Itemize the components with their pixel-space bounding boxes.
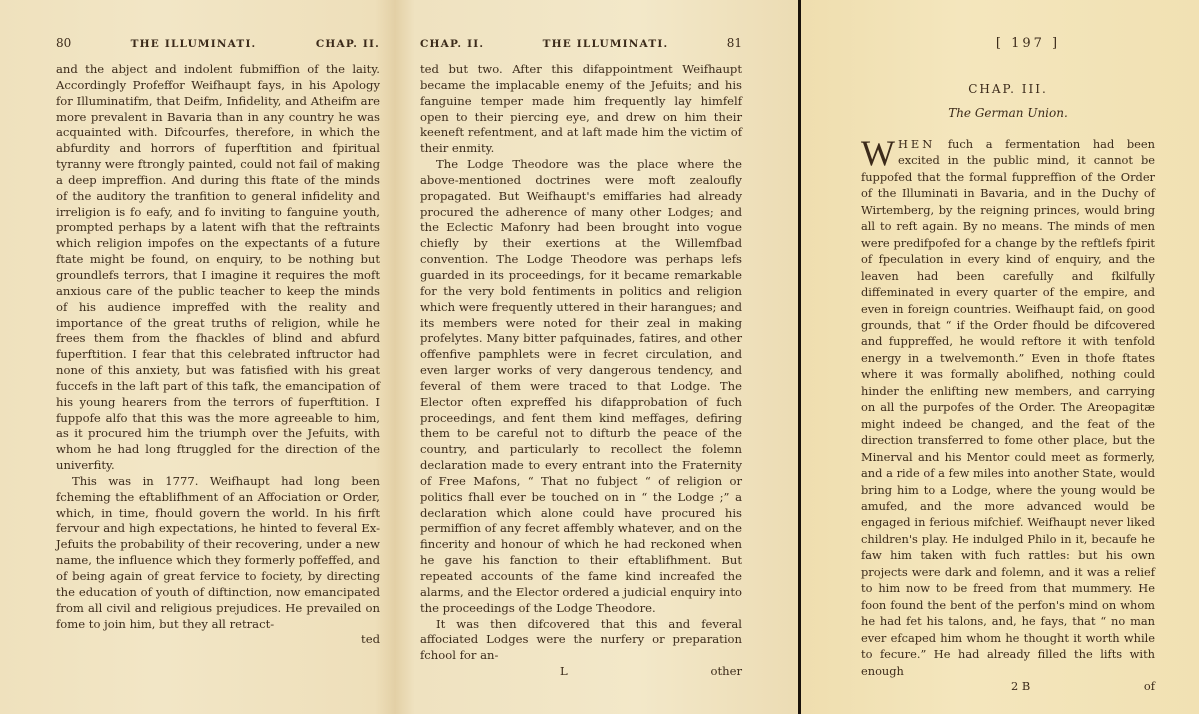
running-title: THE ILLUMINATI. — [542, 38, 669, 50]
chapter-subtitle: The German Union. — [948, 106, 1068, 120]
page-number: 80 — [56, 36, 72, 50]
running-head-right — [420, 36, 742, 52]
paragraph: ted but two. After this difappointment Weifhaupt became the implacable enemy of the Jefuits; and his fanguine temper made him frequently lay himfelf open to their piercing eye, and drew on him their keeneft refentment, and at laft made him the victim of their enmity. — [420, 62, 742, 156]
catchword: other — [710, 664, 742, 679]
chapter-title: CHAP. III. — [968, 82, 1048, 96]
paragraph: This was in 1777. Weifhaupt had long been fcheming the eftablifhment of an Affociation or Order, which, in time, fhould govern the world. In his firft fervour and high expectations, he hinted to feveral Ex-Jefuits the probability of their recovering, under a new name, the influence which they formerly poffeffed, and of being again of great fervice to fociety, by directing the education of youth of diftinction, now emancipated from all civil and religious prejudices. He prevailed on fome to join him, but they all retract- — [56, 473, 380, 631]
opening-caps: HEN — [897, 137, 936, 151]
body-text — [420, 62, 742, 664]
footer-line — [861, 679, 1155, 693]
catchword: of — [1143, 678, 1155, 693]
paragraph — [861, 133, 1156, 679]
running-title: THE ILLUMINATI. — [130, 38, 257, 50]
signature-mark: 2 B — [1011, 678, 1031, 693]
catchword: ted — [361, 632, 380, 647]
chapter-marker: CHAP. II. — [315, 38, 380, 50]
chapter-opening-page — [801, 0, 1199, 714]
page-number: 81 — [726, 36, 742, 50]
footer-line — [420, 664, 742, 680]
drop-cap: W — [861, 133, 895, 173]
running-head-left — [56, 36, 380, 52]
body-text — [861, 133, 1156, 679]
paragraph: and the abject and indolent fubmiffion of the laity. Accordingly Profeffor Weifhaupt fays, in his Apology for Illuminatifm, that Deifm, Infidelity, and Atheifm are more prevalent in Bavaria than in any country he was acquainted with. Difcourfes, therefore, in which the abfurdity and horrors of fuperftition and fpiritual tyranny were ftrongly painted, could not fail of making a deep impreffion. And during this ftate of the minds of the auditory the tranfition to general infidelity and irreligion is fo eafy, and fo inviting to fanguine youth, prompted perhaps by a latent wifh that the reftraints which religion impofes on the expectants of a future ftate might be found, on enquiry, to be nothing but groundlefs terrors, that I imagine it requires the moft anxious care of the public teacher to keep the minds of his audience impreffed with the reality and importance of the great truths of religion, while he frees them from the fhackles of blind and abfurd fuperftition. I fear that this celebrated inftructor had none of this anxiety, but was fatisfied with his great fuccefs in the laft part of this tafk, the emancipation of his young hearers from the terrors of fuperftition. I fuppofe alfo that this was the more agreeable to him, as it procured him the triumph over the Jefuits, with whom he had long ftruggled for the direction of the univerfity. — [56, 62, 380, 473]
body-text — [56, 62, 380, 632]
signature-mark: L — [560, 664, 568, 679]
paragraph: The Lodge Theodore was the place where the above-mentioned doctrines were moft zealoufly propagated. But Weifhaupt's emiffaries had already procured the adherence of many other Lodges; and the Eclectic Mafonry had been brought into vogue chiefly by their exertions at the Willemfbad convention. The Lodge Theodore was perhaps lefs guarded in its proceedings, for it became remarkable for the very bold fentiments in politics and religion which were frequently uttered in their harangues; and its members were noted for their zeal in making profelytes. Many bitter pafquinades, fatires, and other offenfive pamphlets were in fecret circulation, and even larger works of very dangerous tendency, and feveral of them were traced to that Lodge. The Elector often expreffed his difapprobation of fuch proceedings, and fent them kind meffages, defiring them to be careful not to difturb the peace of the country, and particularly to recollect the folemn declaration made to every entrant into the Fraternity of Free Mafons, “ That no fubject “ of religion or politics fhall ever be touched on in “ the Lodge ;” a declaration which alone could have procured his permiffion of any fecret affembly whatever, and on the fincerity and honour of which he had reckoned when he gave his fanction to their eftablifhment. But repeated accounts of the fame kind increafed the alarms, and the Elector ordered a judicial enquiry into the proceedings of the Lodge Theodore. — [420, 157, 742, 615]
right-page — [400, 0, 798, 714]
page-number: [ 197 ] — [995, 36, 1061, 51]
single-page-scan — [801, 0, 1199, 714]
footer-line — [56, 632, 380, 648]
paragraph: It was then difcovered that this and feveral affociated Lodges were the nurfery or preparation fchool for an- — [420, 616, 742, 663]
paragraph-text: fuch a fermentation had been excited in the public mind, it cannot be fuppofed that the formal fuppreffion of the Order of the Illuminati in Bavaria, and in the Duchy of Wirtemberg, by the reigning princes, would bring all to reft again. By no means. The minds of men were predifpofed for a change by the reftlefs fpirit of fpeculation in every kind of enquiry, and the leaven had been carefully and fkilfully diffeminated in every quarter of the empire, and even in foreign countries. Weifhaupt faid, on good grounds, that “ if the Order fhould be difcovered and fuppreffed, he would reftore it with tenfold energy in a twelvemonth.” Even in thofe ftates where it was formally abolifhed, nothing could hinder the enlifting new members, and carrying on all the purpofes of the Order. The Areopagitæ might indeed be changed, and the feat of the direction transferred to fome other place, but the Minerval and his Mentor could meet as formerly, and a ride of a few miles into another State, would bring him to a Lodge, where the young would be amufed, and the more advanced would be engaged in ferious mifchief. Weifhaupt never liked children's play. He indulged Philo in it, becaufe he faw him taken with fuch rattles: but his own projects were dark and folemn, and it was a relief to him now to be freed from that mummery. He foon found the bent of the perfon's mind on whom he had fet his talons, and, he fays, that “ no man ever efcaped him whom he thought it worth while to fecure.” He had already filled the lifts with enough — [861, 137, 1156, 678]
chapter-marker: CHAP. II. — [420, 38, 485, 50]
left-page — [0, 0, 400, 714]
